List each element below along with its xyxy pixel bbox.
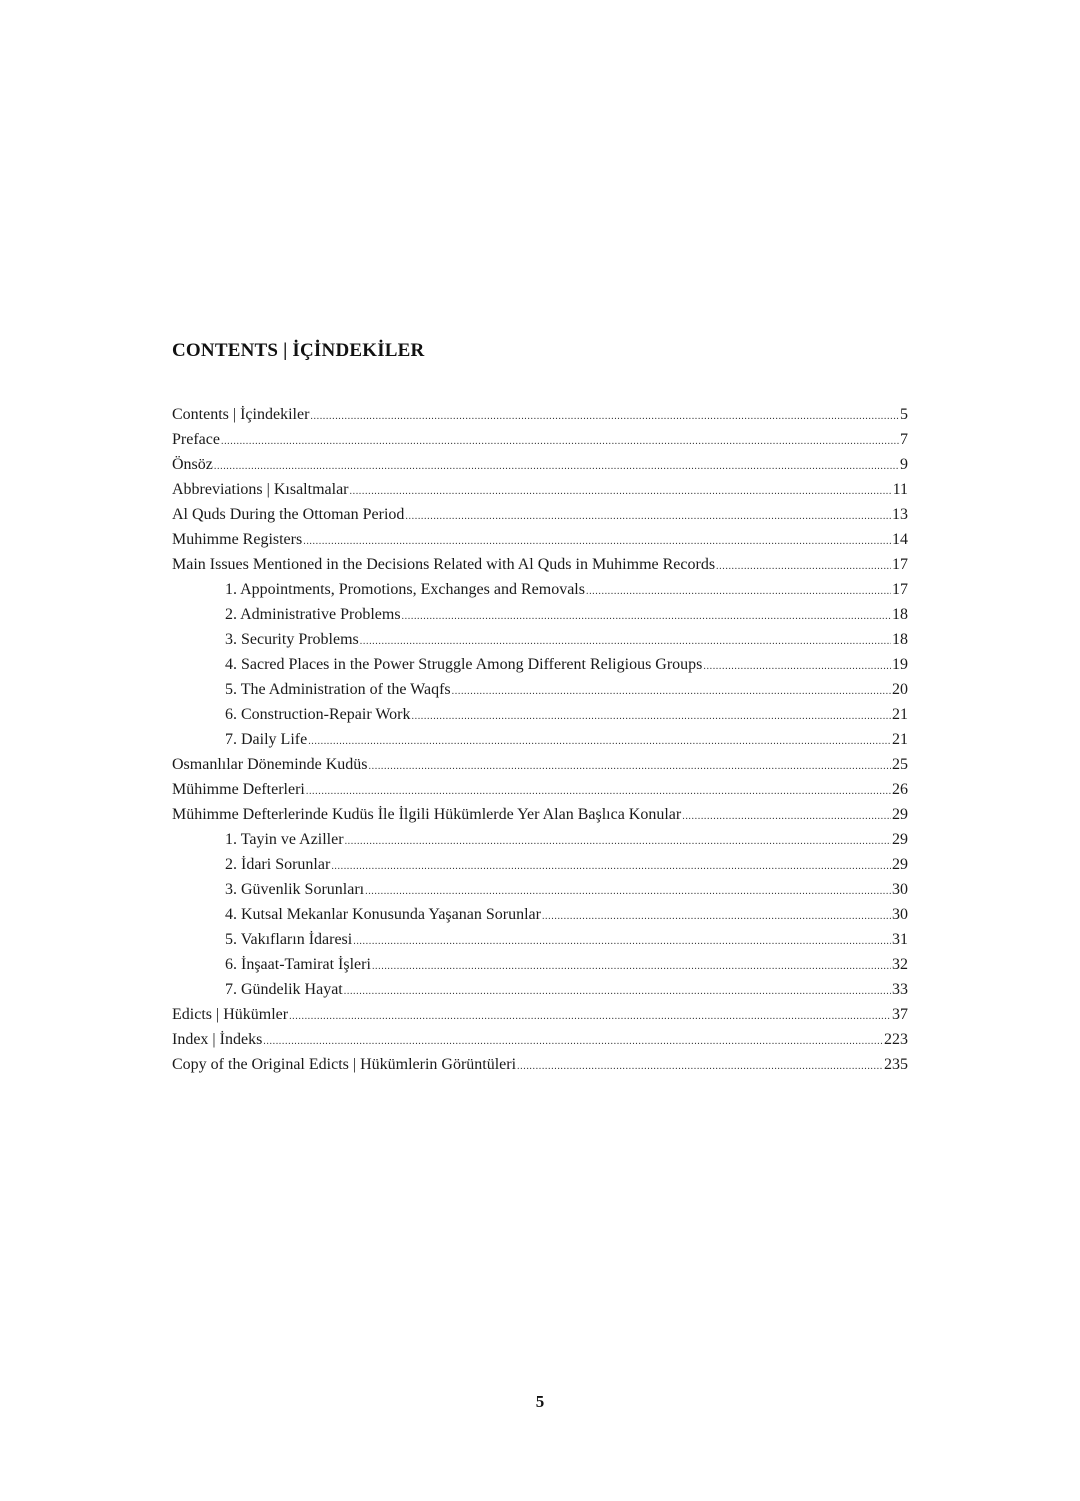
toc-entry[interactable] bbox=[172, 627, 908, 652]
toc-entry-page-number: 14 bbox=[892, 531, 908, 548]
toc-entry-page-number: 13 bbox=[892, 506, 908, 523]
toc-entry-page-number: 19 bbox=[892, 656, 908, 673]
dot-leader bbox=[350, 479, 892, 502]
dot-leader bbox=[306, 779, 891, 802]
toc-entry[interactable] bbox=[172, 902, 908, 927]
toc-entry-label: 7. Daily Life bbox=[225, 731, 308, 748]
toc-entry[interactable] bbox=[172, 802, 908, 827]
toc-entry-label: 6. İnşaat-Tamirat İşleri bbox=[225, 956, 371, 973]
toc-entry[interactable] bbox=[172, 827, 908, 852]
toc-entry-page-number: 21 bbox=[892, 706, 908, 723]
toc-entry-label: Edicts | Hükümler bbox=[172, 1006, 289, 1023]
toc-entry[interactable] bbox=[172, 977, 908, 1002]
dot-leader bbox=[360, 629, 891, 652]
toc-entry-page-number: 29 bbox=[892, 856, 908, 873]
toc-entry[interactable] bbox=[172, 427, 908, 452]
toc-entry-page-number: 26 bbox=[892, 781, 908, 798]
toc-entry[interactable] bbox=[172, 777, 908, 802]
dot-leader bbox=[214, 454, 899, 477]
toc-entry-label: 1. Appointments, Promotions, Exchanges and Removals bbox=[225, 581, 585, 598]
toc-entry-label: Al Quds During the Ottoman Period bbox=[172, 506, 405, 523]
toc-entry-label: Osmanlılar Döneminde Kudüs bbox=[172, 756, 368, 773]
toc-entry-page-number: 18 bbox=[892, 631, 908, 648]
toc-entry-label: Contents | İçindekiler bbox=[172, 406, 310, 423]
toc-entry-label: Preface bbox=[172, 431, 220, 448]
toc-entry[interactable] bbox=[172, 502, 908, 527]
toc-entry-label: Index | İndeks bbox=[172, 1031, 263, 1048]
dot-leader bbox=[405, 504, 891, 527]
toc-entry-page-number: 235 bbox=[884, 1056, 908, 1073]
toc-entry-label: 3. Güvenlik Sorunları bbox=[225, 881, 365, 898]
page-number: 5 bbox=[535, 1392, 545, 1411]
toc-entry-page-number: 33 bbox=[892, 981, 908, 998]
dot-leader bbox=[308, 729, 891, 752]
toc-entry-label: Copy of the Original Edicts | Hükümlerin Görüntüleri bbox=[172, 1056, 517, 1073]
toc-entry-label: Abbreviations | Kısaltmalar bbox=[172, 481, 349, 498]
dot-leader bbox=[345, 829, 891, 852]
toc-entry[interactable] bbox=[172, 602, 908, 627]
dot-leader bbox=[452, 679, 891, 702]
toc-entry[interactable] bbox=[172, 652, 908, 677]
toc-entry-page-number: 29 bbox=[892, 831, 908, 848]
page-title: CONTENTS | İÇİNDEKİLER bbox=[172, 340, 425, 361]
dot-leader bbox=[402, 604, 891, 627]
dot-leader bbox=[331, 854, 891, 877]
toc-entry-label: Önsöz bbox=[172, 456, 213, 473]
toc-entry-page-number: 32 bbox=[892, 956, 908, 973]
toc-entry-label: Main Issues Mentioned in the Decisions Related with Al Quds in Muhimme Records bbox=[172, 556, 716, 573]
toc-entry[interactable] bbox=[172, 402, 908, 427]
dot-leader bbox=[344, 979, 891, 1002]
toc-entry[interactable] bbox=[172, 527, 908, 552]
toc-entry[interactable] bbox=[172, 852, 908, 877]
toc-entry[interactable] bbox=[172, 452, 908, 477]
toc-entry-page-number: 30 bbox=[892, 906, 908, 923]
toc-entry-label: Mühimme Defterlerinde Kudüs İle İlgili Hükümlerde Yer Alan Başlıca Konular bbox=[172, 806, 682, 823]
toc-entry-page-number: 31 bbox=[892, 931, 908, 948]
toc-entry-label: 5. Vakıfların İdaresi bbox=[225, 931, 353, 948]
toc-entry-label: Muhimme Registers bbox=[172, 531, 303, 548]
dot-leader bbox=[303, 529, 891, 552]
toc-entry[interactable] bbox=[172, 677, 908, 702]
toc-entry-label: 7. Gündelik Hayat bbox=[225, 981, 343, 998]
toc-entry-page-number: 5 bbox=[900, 406, 908, 423]
table-of-contents bbox=[172, 402, 908, 1077]
toc-entry[interactable] bbox=[172, 1052, 908, 1077]
toc-entry[interactable] bbox=[172, 727, 908, 752]
dot-leader bbox=[289, 1004, 891, 1027]
toc-entry[interactable] bbox=[172, 927, 908, 952]
toc-entry-page-number: 25 bbox=[892, 756, 908, 773]
toc-entry-label: 2. Administrative Problems bbox=[225, 606, 401, 623]
dot-leader bbox=[369, 754, 891, 777]
toc-entry-label: 4. Sacred Places in the Power Struggle Among Different Religious Groups bbox=[225, 656, 703, 673]
toc-entry-page-number: 21 bbox=[892, 731, 908, 748]
toc-entry[interactable] bbox=[172, 702, 908, 727]
toc-entry-page-number: 9 bbox=[900, 456, 908, 473]
toc-entry-label: 1. Tayin ve Aziller bbox=[225, 831, 344, 848]
dot-leader bbox=[703, 654, 891, 677]
toc-entry[interactable] bbox=[172, 1027, 908, 1052]
dot-leader bbox=[310, 404, 899, 427]
toc-entry-page-number: 29 bbox=[892, 806, 908, 823]
toc-entry-label: 5. The Administration of the Waqfs bbox=[225, 681, 451, 698]
toc-entry-page-number: 20 bbox=[892, 681, 908, 698]
toc-entry-label: 6. Construction-Repair Work bbox=[225, 706, 411, 723]
toc-entry-page-number: 30 bbox=[892, 881, 908, 898]
dot-leader bbox=[682, 804, 891, 827]
toc-entry[interactable] bbox=[172, 952, 908, 977]
toc-entry[interactable] bbox=[172, 552, 908, 577]
dot-leader bbox=[586, 579, 891, 602]
toc-entry-page-number: 11 bbox=[892, 481, 908, 498]
dot-leader bbox=[263, 1029, 883, 1052]
toc-entry-page-number: 18 bbox=[892, 606, 908, 623]
dot-leader bbox=[221, 429, 899, 452]
dot-leader bbox=[517, 1054, 883, 1077]
toc-entry[interactable] bbox=[172, 1002, 908, 1027]
toc-entry[interactable] bbox=[172, 577, 908, 602]
dot-leader bbox=[372, 954, 891, 977]
dot-leader bbox=[412, 704, 892, 727]
dot-leader bbox=[365, 879, 891, 902]
toc-entry-label: Mühimme Defterleri bbox=[172, 781, 305, 798]
toc-entry-label: 2. İdari Sorunlar bbox=[225, 856, 331, 873]
toc-entry-page-number: 17 bbox=[892, 581, 908, 598]
toc-entry[interactable] bbox=[172, 877, 908, 902]
toc-entry-page-number: 17 bbox=[892, 556, 908, 573]
dot-leader bbox=[542, 904, 891, 927]
toc-entry-page-number: 7 bbox=[900, 431, 908, 448]
toc-entry-page-number: 223 bbox=[884, 1031, 908, 1048]
toc-entry-label: 3. Security Problems bbox=[225, 631, 359, 648]
toc-entry-page-number: 37 bbox=[892, 1006, 908, 1023]
toc-entry[interactable] bbox=[172, 477, 908, 502]
toc-entry[interactable] bbox=[172, 752, 908, 777]
dot-leader bbox=[353, 929, 891, 952]
dot-leader bbox=[716, 554, 891, 577]
toc-entry-label: 4. Kutsal Mekanlar Konusunda Yaşanan Sorunlar bbox=[225, 906, 541, 923]
